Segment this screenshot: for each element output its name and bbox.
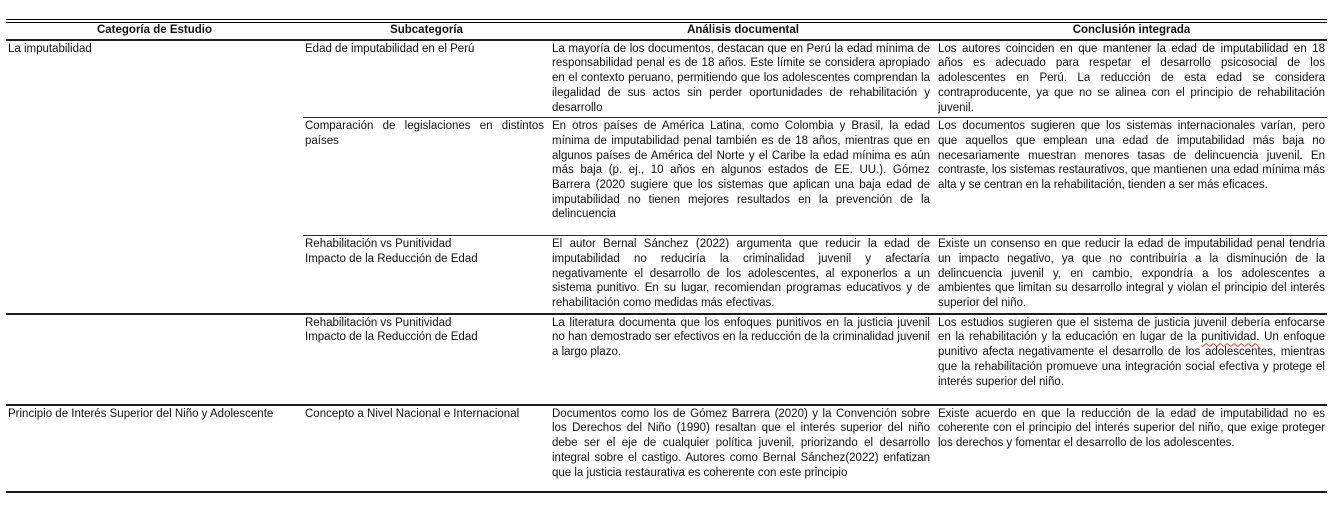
column-header-subcategoria: Subcategoría [303,21,550,40]
table-row [6,40,1327,118]
category-cell [6,314,303,405]
analysis-cell: La literatura documenta que los enfoques punitivos en la justicia juvenil no han demostrado ser efectivos en la reducción de la criminalidad juvenil a largo plazo. [550,314,936,405]
misspelled-word: punitividad. [1201,331,1260,344]
conclusion-text-after: Un enfoque punitivo afecta negativamente el desarrollo de los adolescentes, mientras que la rehabilitación promueve una integración social efectiva y protege el interés superior del niño. [938,331,1325,388]
conclusion-text-before: Los estudios sugieren que el sistema de justicia juvenil debería enfocarse en la rehabilitación y la educación en lugar de la [938,316,1325,344]
conclusion-cell: Existe acuerdo en que la reducción de la edad de imputabilidad no es coherente con el principio del interés superior del niño, que exige proteger los derechos y fomentar el desarrollo de los adolescentes. [936,405,1327,492]
subcategory-line: Edad de imputabilidad en el Perú [305,42,475,55]
subcategory-line: Impacto de la Reducción de Edad [305,252,478,265]
table-row [6,405,1327,492]
table-row [6,314,1327,405]
document-table-region [6,19,1327,493]
analysis-cell: El autor Bernal Sánchez (2022) argumenta que reducir la edad de imputabilidad no reduciría la criminalidad juvenil y afectaría negativamente el desarrollo de los adolescentes, al exponerlos a un sistema punitivo. En su lugar, recomiendan programas educativos y de rehabilitación como medidas más efectivas. [550,236,936,314]
subcategory-cell [303,236,550,314]
column-header-conclusion: Conclusión integrada [936,21,1327,40]
conclusion-cell: Los documentos sugieren que los sistemas internacionales varían, pero que aquellos que emplean una edad de imputabilidad más baja no necesariamente muestran menores tasas de delincuencia juvenil. En contraste, los sistemas restaurativos, que mantienen una edad mínima más alta y se centran en la rehabilitación, tienden a ser más eficaces. [936,118,1327,236]
subcategory-line: Rehabilitación vs Punitividad [305,316,452,329]
category-cell: Principio de Interés Superior del Niño y Adolescente [6,405,303,492]
subcategory-cell [303,118,550,236]
analysis-cell: La mayoría de los documentos, destacan que en Perú la edad mínima de responsabilidad penal es de 18 años. Este límite se considera apropiado en el contexto peruano, permitiendo que los adolescentes comprendan la ilegalidad de sus actos sin perder oportunidades de rehabilitación y desarrollo [552,42,930,114]
conclusion-cell: Los autores coinciden en que mantener la edad de imputabilidad en 18 años es adecuado para respetar el desarrollo psicosocial de los adolescentes en Perú. La reducción de esta edad se considera contraproducente, ya que no se alinea con el principio de rehabilitación juvenil. [938,42,1325,114]
subcategory-cell [303,405,550,492]
subcategory-line: Impacto de la Reducción de Edad [305,331,478,344]
subcategory-line: Rehabilitación vs Punitividad [305,238,452,251]
analysis-table [6,19,1327,493]
subcategory-cell [303,40,550,118]
subcategory-cell [303,314,550,405]
conclusion-cell [936,314,1327,405]
column-header-categoria: Categoría de Estudio [6,21,303,40]
table-header-row [6,21,1327,40]
conclusion-cell: Existe un consenso en que reducir la edad de imputabilidad penal tendría un impacto negativo, ya que no contribuiría a la disminución de la delincuencia juvenil y, en cambio, expondría a los adolescentes a ambientes que limitan su desarrollo integral y violan el principio del interés superior del niño. [936,236,1327,314]
analysis-cell: Documentos como los de Gómez Barrera (2020) y la Convención sobre los Derechos del Niño (1990) resaltan que el interés superior del niño debe ser el eje de cualquier política juvenil, priorizando el desarrollo integral sobre el castigo. Autores como Bernal Sánchez(2022) enfatizan que la justicia restaurativa es coherente con este principio [550,405,936,492]
category-cell: La imputabilidad [8,42,92,55]
analysis-cell: En otros países de América Latina, como Colombia y Brasil, la edad mínima de imputabilidad penal también es de 18 años, mientras que en algunos países de América del Norte y el Caribe la edad mínima es aún más baja (p. ej., 10 años en algunos estados de EE. UU.). Gómez Barrera (2020 sugiere que los sistemas que aplican una baja edad de imputabilidad no tienen mejores resultados en la prevención de la delincuencia [550,118,936,236]
subcategory-line: Concepto a Nivel Nacional e Internacional [305,407,520,420]
subcategory-line: Comparación de legislaciones en distintos países [305,120,544,147]
column-header-analisis: Análisis documental [550,21,936,40]
